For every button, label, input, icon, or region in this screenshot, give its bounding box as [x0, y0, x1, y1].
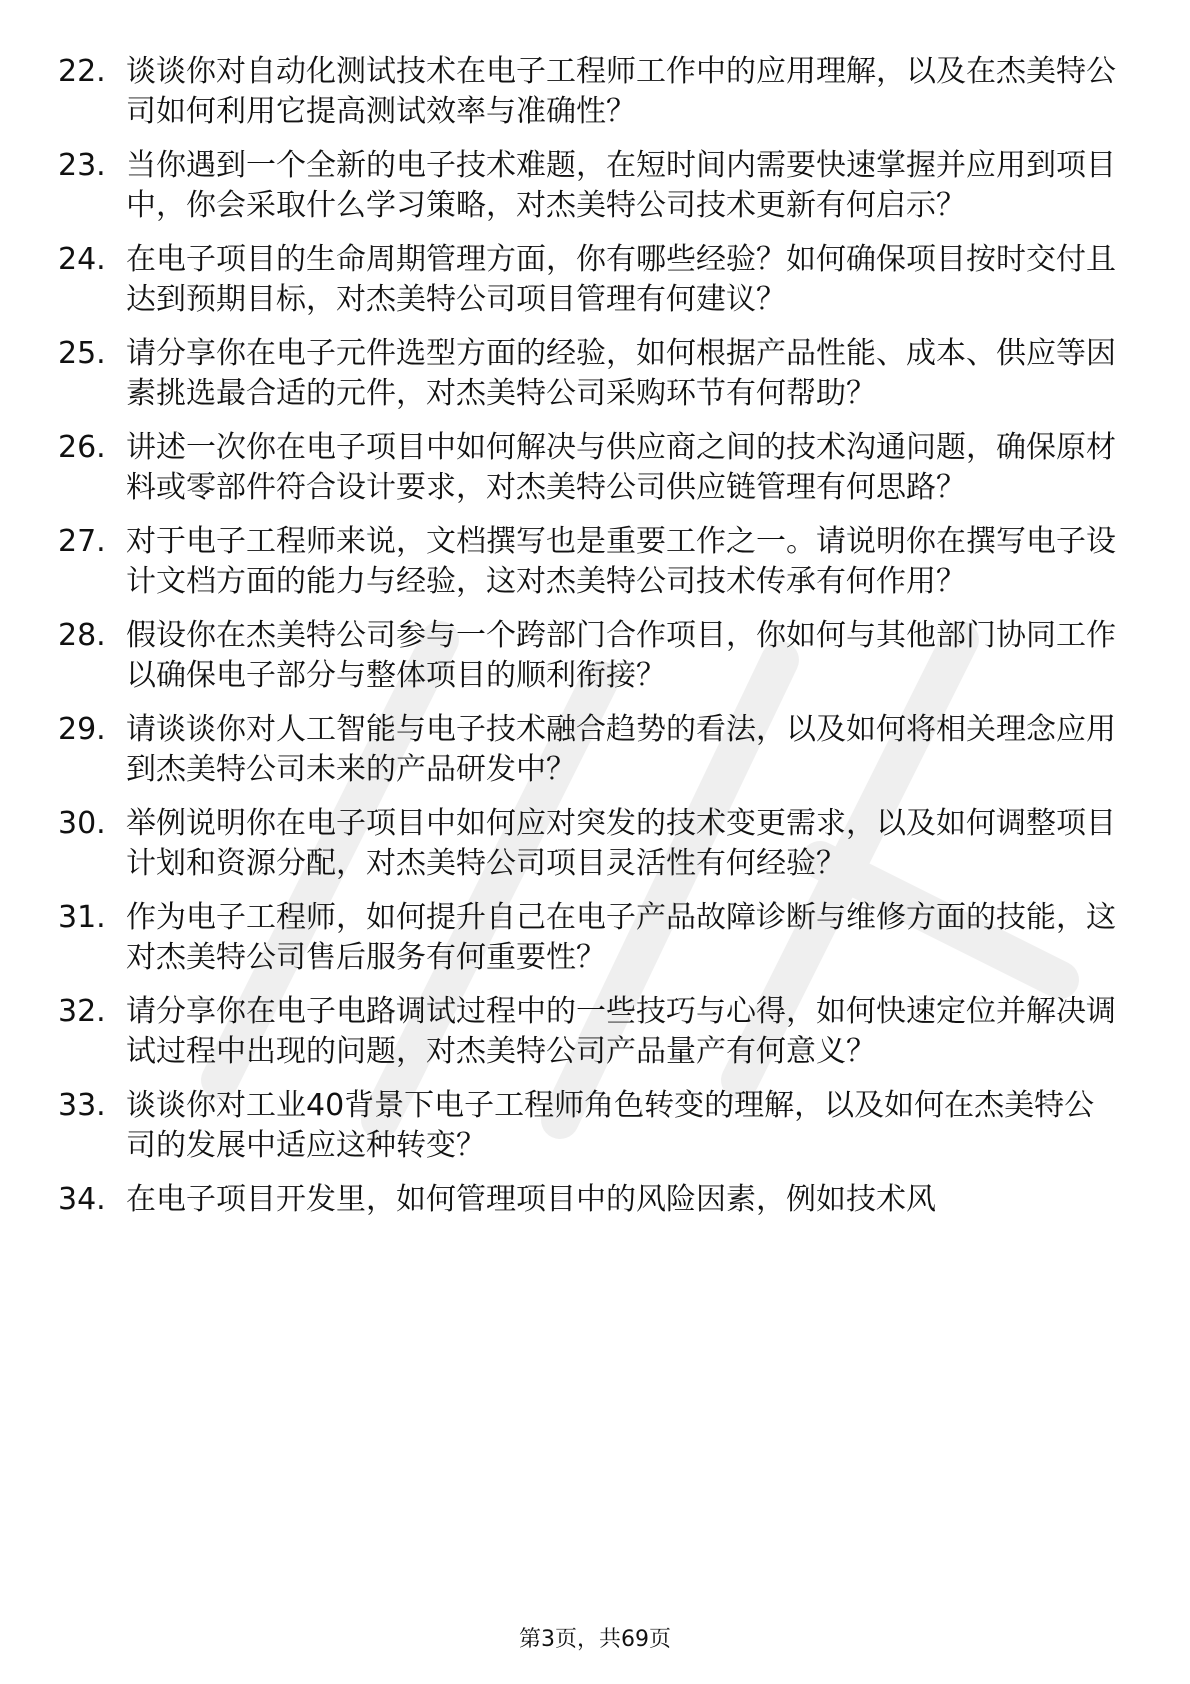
list-item [58, 52, 1118, 132]
list-item [58, 1086, 1118, 1166]
question-number: 32. [58, 994, 106, 1029]
list-item [58, 804, 1118, 884]
question-number: 27. [58, 524, 106, 559]
question-text: 请分享你在电子元件选型方面的经验，如何根据产品性能、成本、供应等因素挑选最合适的元件，对杰美特公司采购环节有何帮助？ [126, 336, 1116, 411]
list-item [58, 240, 1118, 320]
list-item [58, 334, 1118, 414]
question-text: 当你遇到一个全新的电子技术难题，在短时间内需要快速掌握并应用到项目中，你会采取什么学习策略，对杰美特公司技术更新有何启示？ [126, 148, 1116, 223]
question-text: 讲述一次你在电子项目中如何解决与供应商之间的技术沟通问题，确保原材料或零部件符合设计要求，对杰美特公司供应链管理有何思路？ [126, 430, 1116, 505]
list-item [58, 616, 1118, 696]
page-number-label: 第3页，共69页 [519, 1627, 671, 1652]
question-number: 29. [58, 712, 106, 747]
question-number: 25. [58, 336, 106, 371]
question-number: 33. [58, 1088, 106, 1123]
question-number: 26. [58, 430, 106, 465]
list-item [58, 1180, 1118, 1220]
question-number: 22. [58, 54, 106, 89]
question-text: 在电子项目的生命周期管理方面，你有哪些经验？如何确保项目按时交付且达到预期目标，对杰美特公司项目管理有何建议？ [126, 242, 1116, 317]
list-item [58, 522, 1118, 602]
list-item [58, 710, 1118, 790]
question-text: 假设你在杰美特公司参与一个跨部门合作项目，你如何与其他部门协同工作以确保电子部分与整体项目的顺利衔接？ [126, 618, 1116, 693]
question-text: 举例说明你在电子项目中如何应对突发的技术变更需求，以及如何调整项目计划和资源分配，对杰美特公司项目灵活性有何经验？ [126, 806, 1116, 881]
question-text: 谈谈你对工业40背景下电子工程师角色转变的理解，以及如何在杰美特公司的发展中适应这种转变？ [126, 1088, 1095, 1163]
question-number: 31. [58, 900, 106, 935]
question-text: 请分享你在电子电路调试过程中的一些技巧与心得，如何快速定位并解决调试过程中出现的问题，对杰美特公司产品量产有何意义？ [126, 994, 1116, 1069]
list-item [58, 428, 1118, 508]
question-text: 在电子项目开发里，如何管理项目中的风险因素，例如技术风 [126, 1182, 936, 1217]
question-text: 对于电子工程师来说，文档撰写也是重要工作之一。请说明你在撰写电子设计文档方面的能力与经验，这对杰美特公司技术传承有何作用？ [126, 524, 1116, 599]
question-number: 30. [58, 806, 106, 841]
question-number: 34. [58, 1182, 106, 1217]
question-list [58, 52, 1118, 1234]
question-text: 请谈谈你对人工智能与电子技术融合趋势的看法，以及如何将相关理念应用到杰美特公司未来的产品研发中？ [126, 712, 1116, 787]
list-item [58, 146, 1118, 226]
page-footer [0, 1625, 1190, 1655]
list-item [58, 898, 1118, 978]
question-number: 28. [58, 618, 106, 653]
list-item [58, 992, 1118, 1072]
question-number: 24. [58, 242, 106, 277]
question-text: 谈谈你对自动化测试技术在电子工程师工作中的应用理解，以及在杰美特公司如何利用它提高测试效率与准确性？ [126, 54, 1116, 129]
question-number: 23. [58, 148, 106, 183]
question-text: 作为电子工程师，如何提升自己在电子产品故障诊断与维修方面的技能，这对杰美特公司售后服务有何重要性？ [126, 900, 1116, 975]
